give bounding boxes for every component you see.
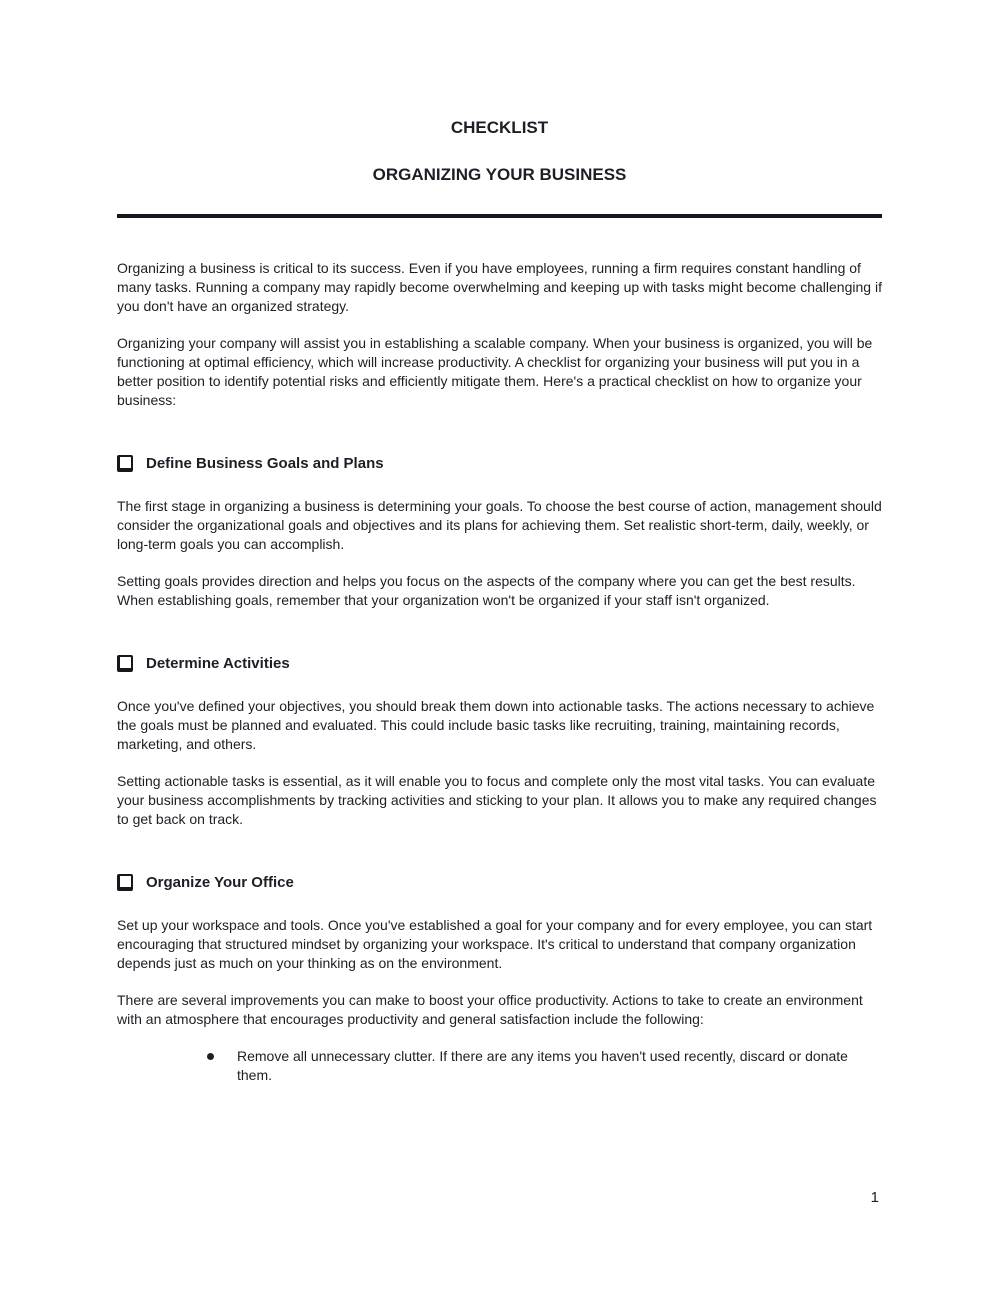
section-heading: Determine Activities [146,655,290,672]
section-paragraph: Set up your workspace and tools. Once you've established a goal for your company and for every employee, you can start encouraging that structured mindset by organizing your workspace. It's critical to understand that company organization depends just as much on your thinking as on the environment. [117,917,873,971]
section-heading: Define Business Goals and Plans [146,455,384,472]
section-organize-your-office [117,873,882,1085]
bullet-list [117,1047,882,1085]
section-determine-activities [117,654,882,829]
bullet-dot-icon [207,1053,214,1060]
section-heading-row [117,873,882,892]
document-title: CHECKLIST [450,118,549,137]
section-paragraph: The first stage in organizing a business is determining your goals. To choose the best course of action, management should consider the organizational goals and objectives and its plans for achieving them. Set realistic short-term, daily, weekly, or long-term goals you can accomplish. [117,498,882,552]
section-heading-row [117,454,882,473]
list-item [117,1047,882,1085]
checkbox-icon [117,655,133,672]
bullet-text: Remove all unnecessary clutter. If there are any items you haven't used recently, discard or donate them. [237,1048,848,1083]
intro-paragraph: Organizing a business is critical to its success. Even if you have employees, running a firm requires constant handling of many tasks. Running a company may rapidly become overwhelming and keeping up with tasks might become challenging if you don't have an organized strategy. [117,260,882,314]
section-heading: Organize Your Office [146,874,294,891]
document-subtitle: ORGANIZING YOUR BUSINESS [372,165,627,184]
bullet-marker [207,1047,237,1085]
section-paragraph: There are several improvements you can make to boost your office productivity. Actions to take to create an environment with an atmosphere that encourages productivity and general satisfaction include the following: [117,992,863,1027]
section-paragraph: Setting actionable tasks is essential, as it will enable you to focus and complete only the most vital tasks. You can evaluate your business accomplishments by tracking activities and sticking to your plan. It allows you to make any required changes to get back on track. [117,773,877,827]
title-divider [117,214,882,218]
section-paragraph: Once you've defined your objectives, you should break them down into actionable tasks. The actions necessary to achieve the goals must be planned and evaluated. This could include basic tasks like recruiting, training, maintaining records, marketing, and others. [117,698,875,752]
section-heading-row [117,654,882,673]
checkbox-icon [117,874,133,891]
intro-paragraph: Organizing your company will assist you in establishing a scalable company. When your business is organized, you will be functioning at optimal efficiency, which will increase productivity. A checklist for organizing your business will put you in a better position to identify potential risks and efficiently mitigate them. Here's a practical checklist on how to organize your business: [117,335,873,408]
page-number: 1 [870,1189,879,1206]
checkbox-icon [117,455,133,472]
section-define-business-goals [117,454,882,610]
section-paragraph: Setting goals provides direction and helps you focus on the aspects of the company where you can get the best results. When establishing goals, remember that your organization won't be organized if your staff isn't organized. [117,573,856,608]
